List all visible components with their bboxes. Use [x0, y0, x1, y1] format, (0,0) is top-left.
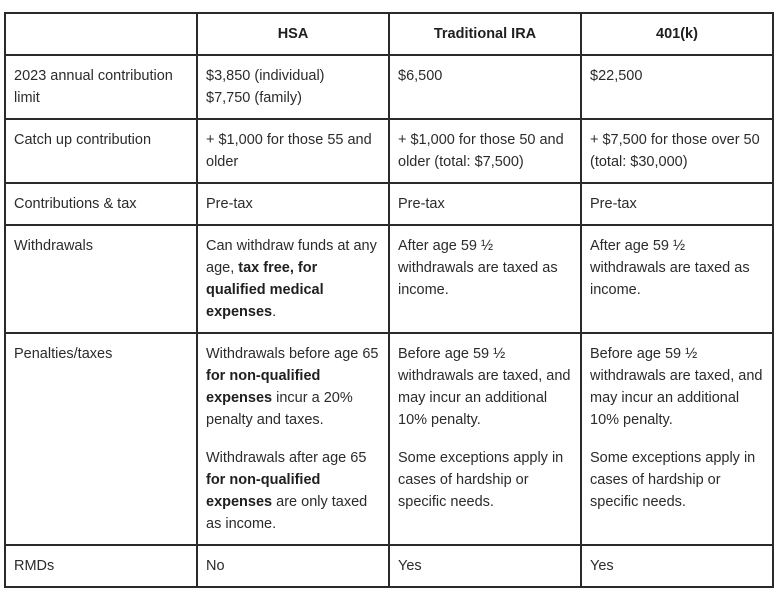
- text-segment: Withdrawals before age 65: [206, 346, 379, 362]
- bold-text: tax free, for qualified medical expenses: [206, 260, 324, 320]
- row-label: RMDs: [6, 546, 196, 586]
- cell-hsa: [198, 226, 388, 332]
- bold-text: for non-qualified expenses: [206, 368, 321, 406]
- cell-ira: + $1,000 for those 50 and older (total: $7,500): [390, 120, 580, 182]
- paragraph: Some exceptions apply in cases of hardship or specific needs.: [590, 450, 756, 510]
- header-401k: 401(k): [582, 14, 772, 54]
- bold-text: for non-qualified expenses: [206, 472, 321, 510]
- cell-hsa: [198, 56, 388, 118]
- hsa-family-limit: $7,750 (family): [206, 90, 302, 106]
- row-withdrawals: [6, 226, 772, 332]
- cell-hsa: + $1,000 for those 55 and older: [198, 120, 388, 182]
- text-segment: Can withdraw funds at any age,: [206, 238, 377, 276]
- row-label: Contributions & tax: [6, 184, 196, 224]
- cell-ira: Yes: [390, 546, 580, 586]
- paragraph: Before age 59 ½ withdrawals are taxed, and may incur an additional 10% penalty.: [398, 346, 571, 428]
- cell-ira: Pre-tax: [390, 184, 580, 224]
- comparison-table-wrapper: [4, 12, 774, 588]
- cell-401k: $22,500: [582, 56, 772, 118]
- text-segment: Withdrawals after age 65: [206, 450, 367, 466]
- row-label: 2023 annual contribution limit: [6, 56, 196, 118]
- row-contributions-tax: [6, 184, 772, 224]
- cell-ira: [390, 334, 580, 544]
- header-hsa: HSA: [198, 14, 388, 54]
- cell-401k: After age 59 ½ withdrawals are taxed as income.: [582, 226, 772, 332]
- row-label: Withdrawals: [6, 226, 196, 332]
- cell-401k: Pre-tax: [582, 184, 772, 224]
- row-catch-up: [6, 120, 772, 182]
- header-traditional-ira: Traditional IRA: [390, 14, 580, 54]
- header-row: [6, 14, 772, 54]
- cell-401k: [582, 334, 772, 544]
- text-segment: .: [272, 304, 277, 320]
- header-empty: [6, 14, 196, 54]
- row-rmds: [6, 546, 772, 586]
- retirement-comparison-table: [4, 12, 774, 588]
- cell-401k: + $7,500 for those over 50 (total: $30,000): [582, 120, 772, 182]
- text-segment: are only taxed as income.: [206, 494, 368, 532]
- cell-hsa: Pre-tax: [198, 184, 388, 224]
- row-label: Penalties/taxes: [6, 334, 196, 544]
- cell-hsa: No: [198, 546, 388, 586]
- paragraph: Before age 59 ½ withdrawals are taxed, and may incur an additional 10% penalty.: [590, 346, 763, 428]
- text-segment: incur a 20% penalty and taxes.: [206, 390, 353, 428]
- row-label: Catch up contribution: [6, 120, 196, 182]
- cell-hsa: [198, 334, 388, 544]
- cell-ira: After age 59 ½ withdrawals are taxed as income.: [390, 226, 580, 332]
- row-contribution-limit: [6, 56, 772, 118]
- paragraph: Some exceptions apply in cases of hardship or specific needs.: [398, 450, 564, 510]
- cell-ira: $6,500: [390, 56, 580, 118]
- paragraph: [206, 447, 380, 535]
- row-penalties-taxes: [6, 334, 772, 544]
- cell-401k: Yes: [582, 546, 772, 586]
- hsa-individual-limit: $3,850 (individual): [206, 68, 325, 84]
- paragraph: [206, 343, 380, 431]
